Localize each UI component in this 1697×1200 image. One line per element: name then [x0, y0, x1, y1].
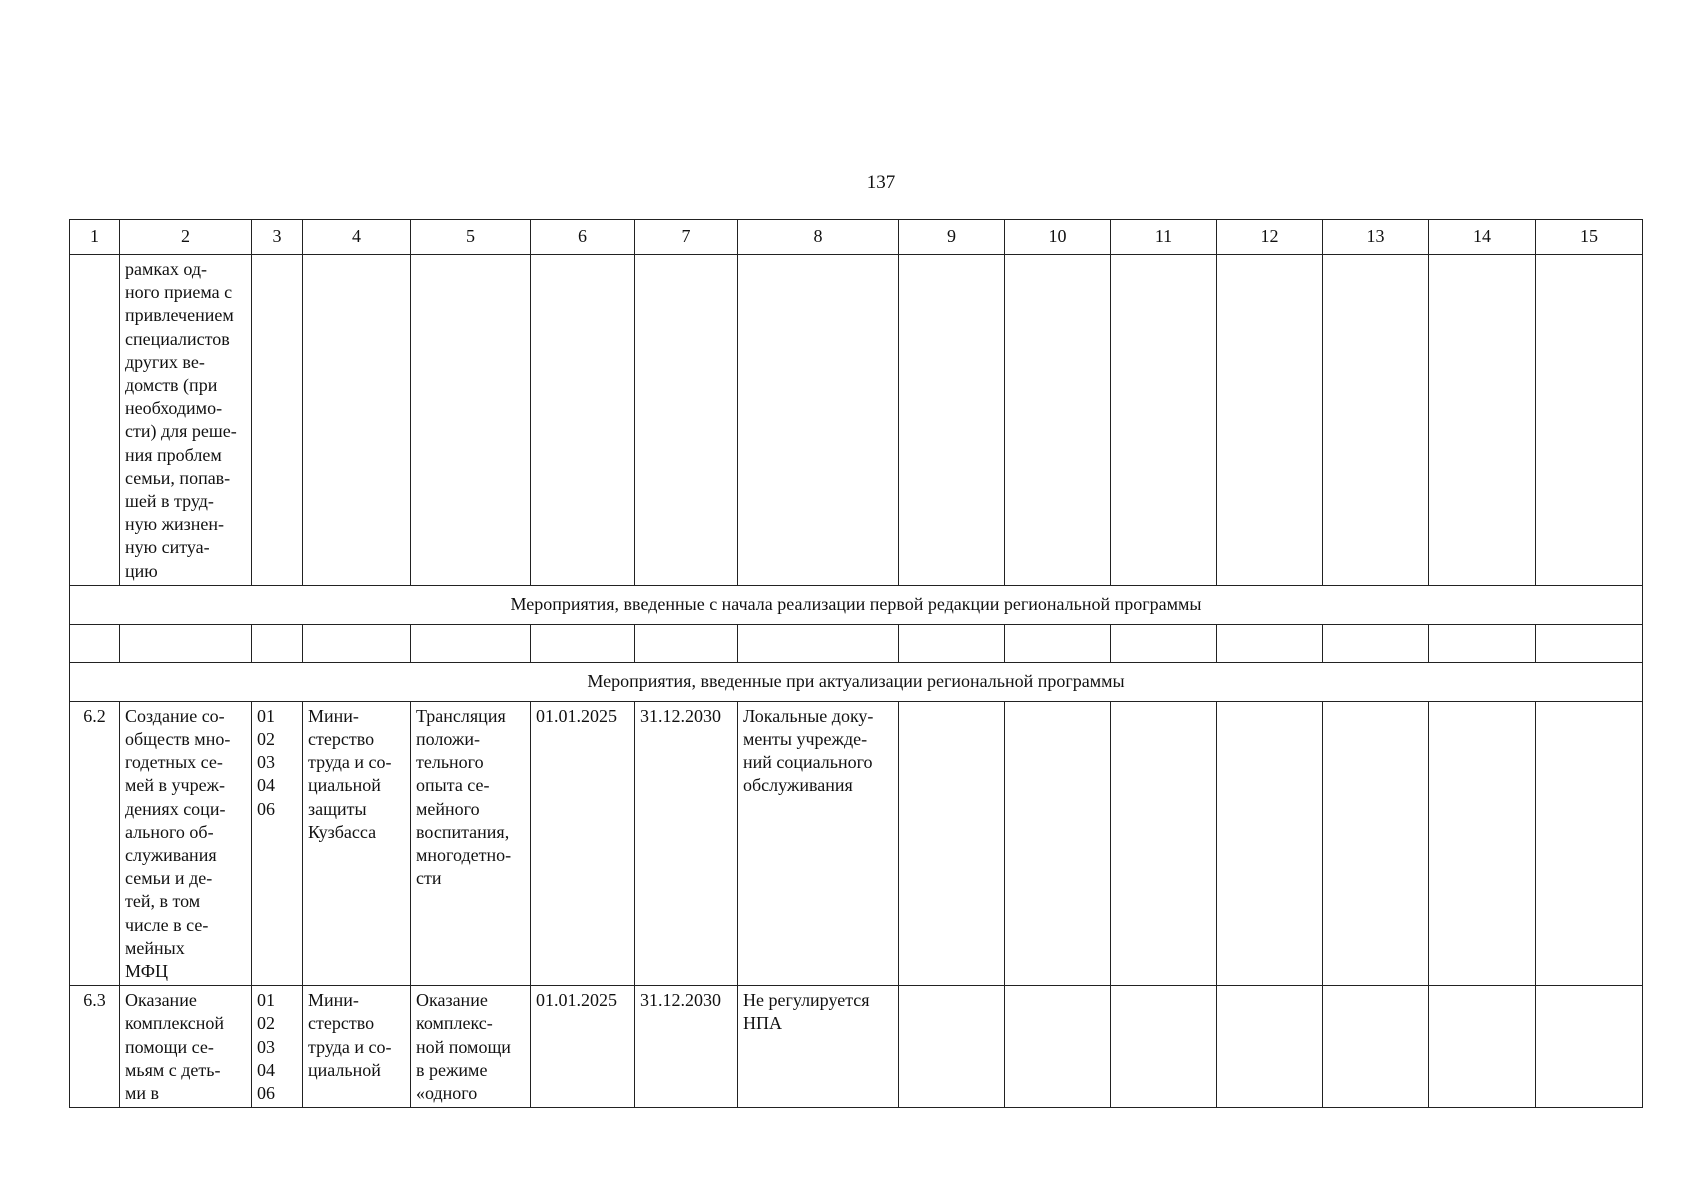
- table-cell: [1111, 255, 1217, 586]
- table-cell: [1536, 255, 1643, 586]
- section-heading-row: [70, 585, 1643, 624]
- column-number: 13: [1323, 220, 1429, 255]
- documents-cell: Не регулируется НПА: [738, 986, 899, 1108]
- table-cell: [1005, 701, 1111, 985]
- table-cell: [1323, 255, 1429, 586]
- column-number: 2: [120, 220, 252, 255]
- measure-name-cell: Оказание комплексной помощи се- мьям с деть- ми в: [120, 986, 252, 1108]
- table-cell: [899, 701, 1005, 985]
- section-heading: Мероприятия, введенные с начала реализации первой редакции региональной программы: [70, 585, 1643, 624]
- section-heading: Мероприятия, введенные при актуализации региональной программы: [70, 662, 1643, 701]
- measure-number: 6.3: [70, 986, 120, 1108]
- table-cell: [635, 255, 738, 586]
- measure-number: 6.2: [70, 701, 120, 985]
- table-cell: [531, 255, 635, 586]
- table-cell: [252, 624, 303, 662]
- table-cell: [1536, 986, 1643, 1108]
- column-number: 14: [1429, 220, 1536, 255]
- table-cell: [1217, 624, 1323, 662]
- table-cell: [303, 255, 411, 586]
- table-cell: [1111, 701, 1217, 985]
- table-cell: [303, 624, 411, 662]
- column-number: 6: [531, 220, 635, 255]
- table-cell: [1429, 624, 1536, 662]
- table-cell: [899, 986, 1005, 1108]
- table-cell: [70, 624, 120, 662]
- table-cell: [1217, 701, 1323, 985]
- start-date-cell: 01.01.2025: [531, 701, 635, 985]
- result-cell: Оказание комплекс- ной помощи в режиме «одного: [411, 986, 531, 1108]
- table-cell: [252, 255, 303, 586]
- program-measures-table: [69, 219, 1643, 1108]
- table-cell: [1005, 624, 1111, 662]
- codes-cell: 01 02 03 04 06: [252, 701, 303, 985]
- table-cell: [1217, 255, 1323, 586]
- table-cell: [1429, 701, 1536, 985]
- empty-row: [70, 624, 1643, 662]
- executor-cell: Мини- стерство труда и со- циальной защиты Кузбасса: [303, 701, 411, 985]
- end-date-cell: 31.12.2030: [635, 986, 738, 1108]
- executor-cell: Мини- стерство труда и со- циальной: [303, 986, 411, 1108]
- table-cell: [1429, 255, 1536, 586]
- table-cell: [738, 624, 899, 662]
- table-cell: [899, 255, 1005, 586]
- measure-name-cell: рамках од- ного приема с привлечением специалистов других ве- домств (при необходимо- сти) для реше- ния проблем семьи, попав- шей в труд- ную жизнен- ную ситуа- цию: [120, 255, 252, 586]
- table-cell: [120, 624, 252, 662]
- codes-cell: 01 02 03 04 06: [252, 986, 303, 1108]
- table-cell: [1111, 986, 1217, 1108]
- column-number: 10: [1005, 220, 1111, 255]
- page-number: 137: [866, 172, 896, 193]
- result-cell: Трансляция положи- тельного опыта се- мейного воспитания, многодетно- сти: [411, 701, 531, 985]
- column-number: 11: [1111, 220, 1217, 255]
- table-row: [70, 701, 1643, 985]
- measure-name-cell: Создание со- обществ мно- годетных се- мей в учреж- дениях соци- ального об- служивания семьи и де- тей, в том числе в се- мейных МФЦ: [120, 701, 252, 985]
- column-number: 7: [635, 220, 738, 255]
- column-number: 1: [70, 220, 120, 255]
- column-number: 15: [1536, 220, 1643, 255]
- table-cell: [1111, 624, 1217, 662]
- table-cell: [738, 255, 899, 586]
- table-cell: [635, 624, 738, 662]
- table-cell: [70, 255, 120, 586]
- column-number: 8: [738, 220, 899, 255]
- table-cell: [411, 624, 531, 662]
- table-cell: [1005, 255, 1111, 586]
- table-cell: [1536, 624, 1643, 662]
- table-cell: [1536, 701, 1643, 985]
- table-cell: [1429, 986, 1536, 1108]
- column-number-row: [70, 220, 1643, 255]
- column-number: 9: [899, 220, 1005, 255]
- table-cell: [1323, 986, 1429, 1108]
- documents-cell: Локальные доку- менты учрежде- ний социального обслуживания: [738, 701, 899, 985]
- column-number: 3: [252, 220, 303, 255]
- table-cell: [1005, 986, 1111, 1108]
- table-cell: [411, 255, 531, 586]
- end-date-cell: 31.12.2030: [635, 701, 738, 985]
- table-cell: [531, 624, 635, 662]
- table-cell: [1217, 986, 1323, 1108]
- table-cell: [1323, 624, 1429, 662]
- column-number: 12: [1217, 220, 1323, 255]
- section-heading-row: [70, 662, 1643, 701]
- start-date-cell: 01.01.2025: [531, 986, 635, 1108]
- continuation-row: [70, 255, 1643, 586]
- table-cell: [899, 624, 1005, 662]
- table-cell: [1323, 701, 1429, 985]
- column-number: 4: [303, 220, 411, 255]
- table-row: [70, 986, 1643, 1108]
- column-number: 5: [411, 220, 531, 255]
